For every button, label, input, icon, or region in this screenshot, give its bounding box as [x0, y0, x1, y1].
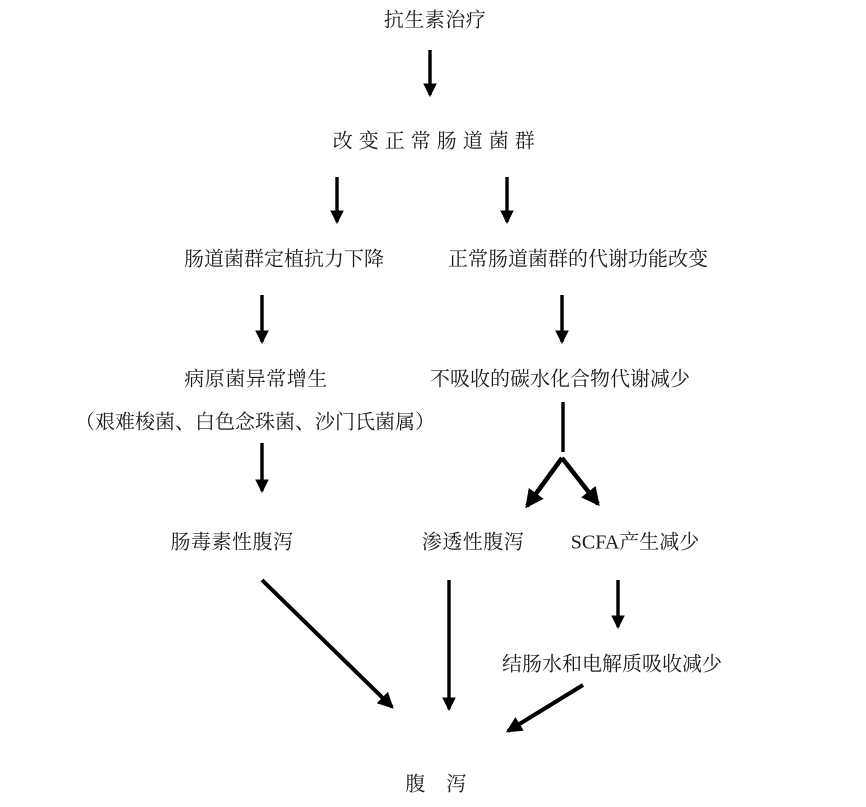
- arrow-carbohydrate-to-scfa-decrease: [562, 458, 598, 504]
- node-carbohydrate-metabolism-decrease: 不吸收的碳水化合物代谢减少: [430, 368, 690, 391]
- node-metabolic-function-change: 正常肠道菌群的代谢功能改变: [448, 248, 708, 271]
- node-diarrhea: 腹 泻: [405, 773, 467, 796]
- node-antibiotic-treatment: 抗生素治疗: [383, 9, 487, 32]
- node-osmotic-diarrhea: 渗透性腹泻: [421, 531, 525, 554]
- arrow-carbohydrate-to-osmotic-diarrhea: [527, 458, 562, 506]
- arrow-enterotoxin-diarrhea-to-diarrhea: [262, 580, 392, 707]
- node-enterotoxin-diarrhea: 肠毒素性腹泻: [170, 531, 294, 554]
- node-pathogen-examples: （艰难梭菌、白色念珠菌、沙门氏菌属）: [75, 411, 435, 434]
- node-colon-water-electrolyte-absorption-decrease: 结肠水和电解质吸收减少: [502, 653, 722, 676]
- arrow-colon-absorption-to-diarrhea: [508, 685, 583, 731]
- node-pathogen-overgrowth: 病原菌异常增生: [184, 368, 328, 391]
- node-scfa-production-decrease: SCFA产生减少: [570, 531, 700, 554]
- node-colonization-resistance-decline: 肠道菌群定植抗力下降: [184, 248, 384, 271]
- node-alter-normal-flora: 改 变 正 常 肠 道 菌 群: [332, 130, 536, 153]
